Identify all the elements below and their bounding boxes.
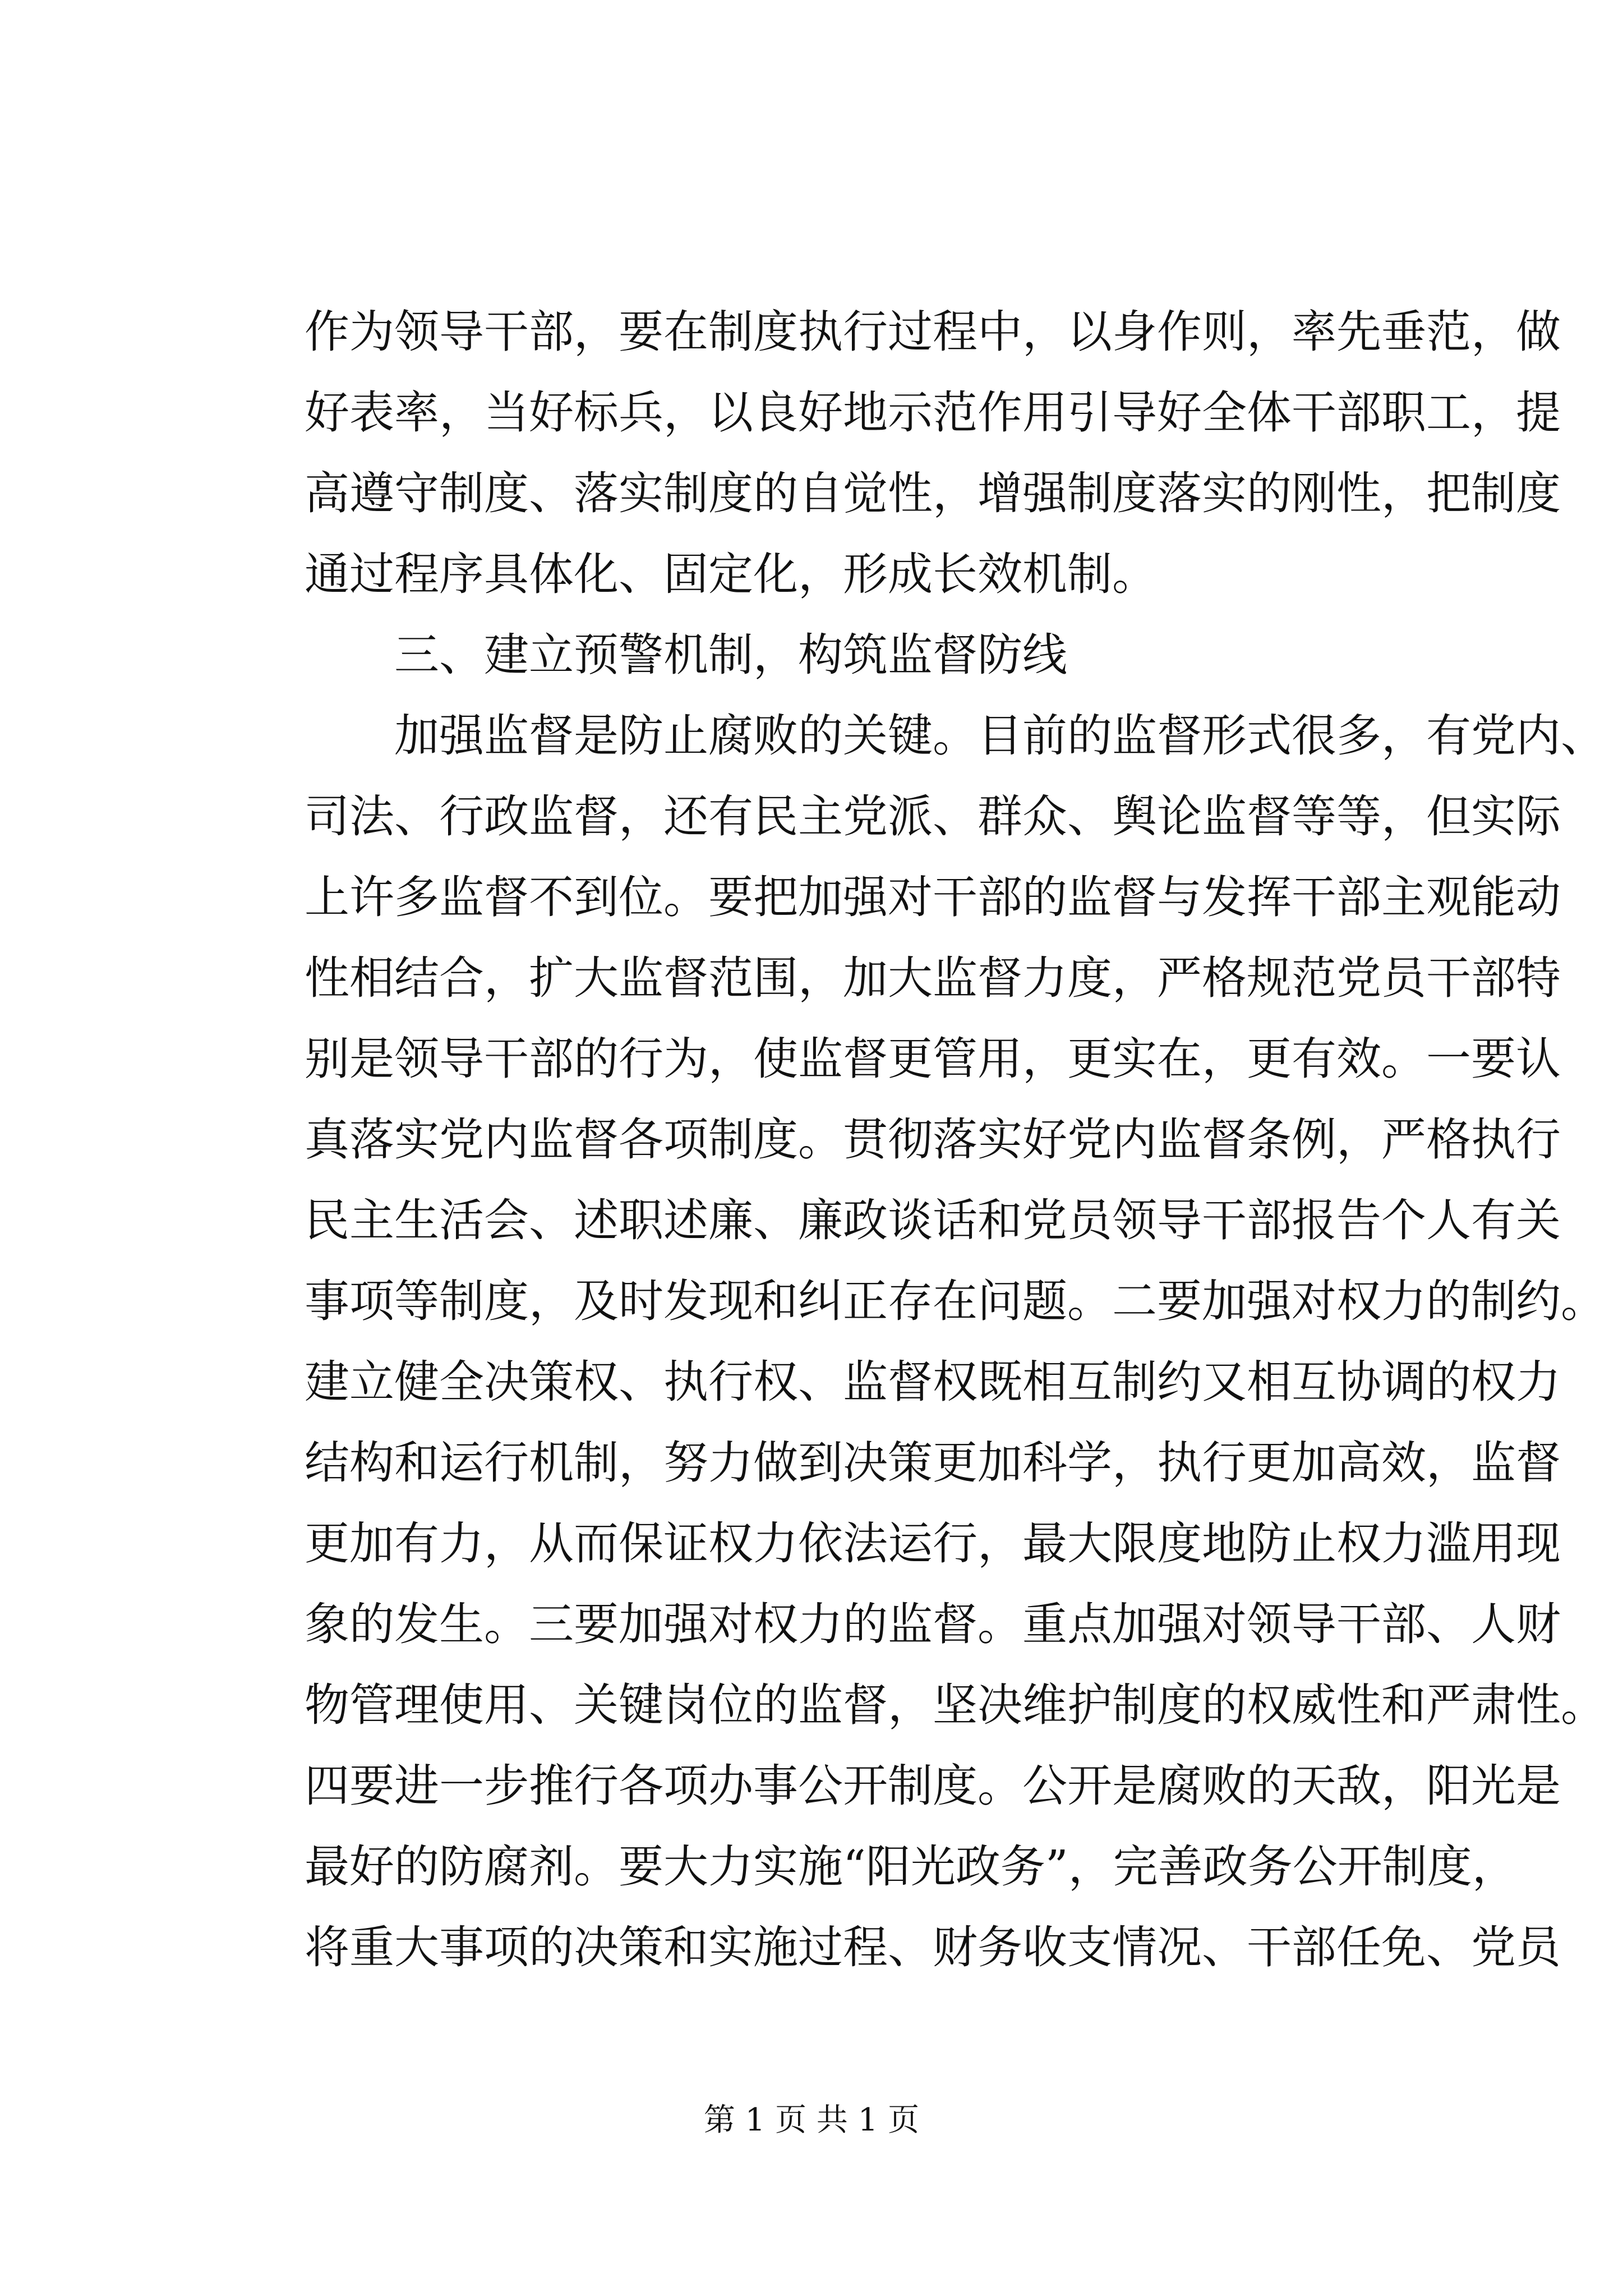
text-line: 通过程序具体化、固定化，形成长效机制。 — [305, 548, 1157, 600]
text-line: 性相结合，扩大监督范围，加大监督力度，严格规范党员干部特 — [305, 952, 1561, 1004]
text-line: 别是领导干部的行为，使监督更管用，更实在，更有效。一要认 — [305, 1033, 1561, 1085]
page-number-footer: 第 1 页 共 1 页 — [703, 2102, 920, 2138]
text-line: 四要进一步推行各项办事公开制度。公开是腐败的天敌，阳光是 — [305, 1760, 1561, 1812]
text-line: 象的发生。三要加强对权力的监督。重点加强对领导干部、人财 — [305, 1598, 1561, 1650]
text-line: 结构和运行机制，努力做到决策更加科学，执行更加高效，监督 — [305, 1437, 1561, 1489]
text-line: 事项等制度，及时发现和纠正存在问题。二要加强对权力的制约。 — [305, 1275, 1606, 1327]
text-line: 司法、行政监督，还有民主党派、群众、舆论监督等等，但实际 — [305, 790, 1561, 843]
text-line: 加强监督是防止腐败的关键。目前的监督形式很多，有党内、 — [394, 710, 1606, 762]
body-text — [305, 292, 1606, 1988]
text-line: 高遵守制度、落实制度的自觉性，增强制度落实的刚性，把制度 — [305, 467, 1561, 519]
section-heading: 三、建立预警机制，构筑监督防线 — [394, 629, 1067, 681]
text-line: 作为领导干部，要在制度执行过程中，以身作则，率先垂范，做 — [305, 306, 1561, 358]
text-line: 上许多监督不到位。要把加强对干部的监督与发挥干部主观能动 — [305, 871, 1561, 923]
text-line: 建立健全决策权、执行权、监督权既相互制约又相互协调的权力 — [305, 1356, 1561, 1408]
text-line: 更加有力，从而保证权力依法运行，最大限度地防止权力滥用现 — [305, 1517, 1561, 1570]
text-line: 物管理使用、关键岗位的监督，坚决维护制度的权威性和严肃性。 — [305, 1679, 1606, 1731]
text-line: 民主生活会、述职述廉、廉政谈话和党员领导干部报告个人有关 — [305, 1194, 1561, 1246]
text-line: 将重大事项的决策和实施过程、财务收支情况、干部任免、党员 — [305, 1921, 1561, 1973]
text-line: 好表率，当好标兵，以良好地示范作用引导好全体干部职工，提 — [305, 386, 1561, 439]
text-line: 真落实党内监督各项制度。贯彻落实好党内监督条例，严格执行 — [305, 1114, 1561, 1166]
text-line: 最好的防腐剂。要大力实施“阳光政务”，完善政务公开制度， — [305, 1841, 1517, 1893]
